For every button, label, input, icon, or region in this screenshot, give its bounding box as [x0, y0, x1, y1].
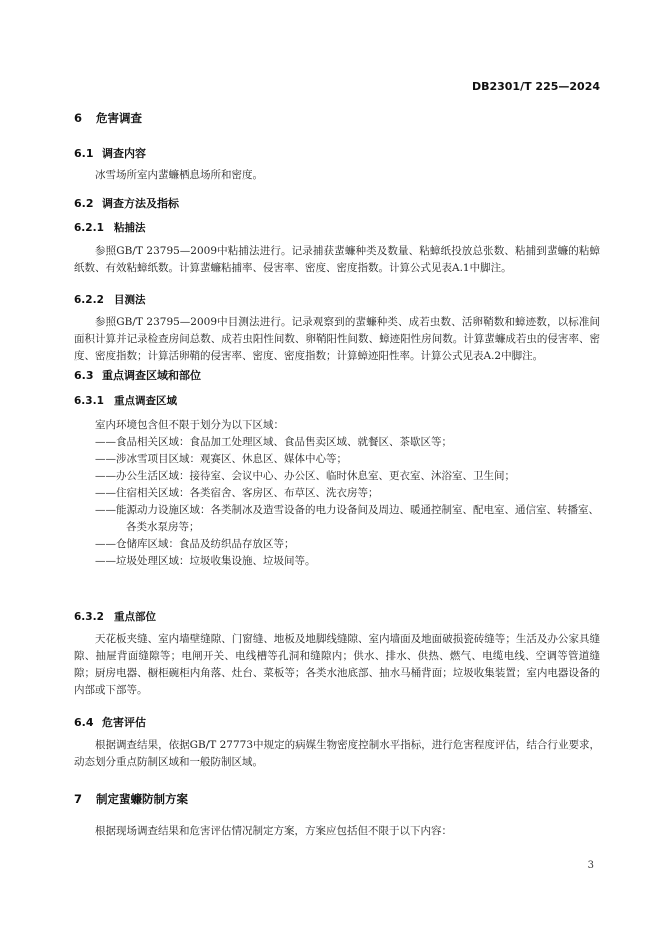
- section-title: 重点部位: [114, 611, 156, 623]
- list-item: ——办公生活区域：接待室、会议中心、办公区、临时休息室、更衣室、沐浴室、卫生间；: [95, 470, 515, 482]
- section-number: 6.1: [74, 147, 94, 160]
- section-title: 危害调查: [96, 111, 142, 125]
- section-title: 重点调查区域: [114, 395, 177, 407]
- section-number: 7: [74, 792, 83, 806]
- section-6-4-heading: [74, 714, 146, 730]
- section-6-3-heading: [74, 367, 201, 383]
- section-number: 6.3.1: [74, 395, 104, 407]
- section-6-3-2-heading: [74, 609, 156, 624]
- list-item: ——能源动力设施区域：各类制冰及造雪设备的电力设备间及周边、暖通控制室、配电室、通信室、转播室、各类水泵房等；: [95, 504, 599, 533]
- section-number: 6.3.2: [74, 611, 104, 623]
- section-6-heading: [74, 110, 142, 126]
- section-6-3-1-heading: [74, 393, 177, 408]
- section-title: 调查内容: [102, 147, 146, 160]
- page-number: 3: [587, 860, 594, 871]
- paragraph-6-4: 根据调查结果，依据GB/T 27773中规定的病媒生物密度控制水平指标，进行危害程度评估，结合行业要求，动态划分重点防制区域和一般防制区域。: [74, 739, 600, 768]
- paragraph-6-3-2: 天花板夹缝、室内墙壁缝隙、门窗缝、地板及地脚线缝隙、室内墙面及地面破损瓷砖缝等；生活及办公家具缝隙、抽屉背面缝隙等；电闸开关、电线槽等孔洞和缝隙内；供水、排水、供热、燃气、电缆电线、空调等管道缝隙；厨房电器、橱柜碗柜内角落、灶台、菜板等；各类水池底部、抽水马桶背面；垃圾收集装置；室内电器设备的内部或下部等。: [74, 633, 600, 696]
- list-item: ——住宿相关区域：各类宿舍、客房区、布草区、洗衣房等；: [95, 487, 379, 499]
- section-number: 6.3: [74, 369, 94, 382]
- section-6-2-heading: [74, 195, 179, 211]
- section-7-heading: [74, 791, 188, 807]
- paragraph-7: 根据现场调查结果和危害评估情况制定方案，方案应包括但不限于以下内容：: [95, 825, 452, 837]
- list-item: ——仓储库区域：食品及纺织品存放区等；: [95, 538, 295, 550]
- section-6-2-1-heading: [74, 220, 146, 235]
- section-number: 6.4: [74, 716, 94, 729]
- section-title: 调查方法及指标: [102, 197, 179, 210]
- list-item: ——食品相关区域：食品加工处理区域、食品售卖区域、就餐区、茶歇区等；: [95, 436, 452, 448]
- section-number: 6: [74, 111, 83, 125]
- paragraph-6-2-1: 参照GB/T 23795—2009中粘捕法进行。记录捕获蜚蠊种类及数量、粘蟑纸投放总张数、粘捕到蜚蠊的粘蟑纸数、有效粘蟑纸数。计算蜚蠊粘捕率、侵害率、密度、密度指数。计算公式见表A.1中脚注。: [74, 245, 600, 274]
- section-title: 危害评估: [102, 716, 146, 729]
- section-title: 制定蜚蠊防制方案: [96, 792, 188, 806]
- section-title: 粘捕法: [114, 222, 146, 234]
- document-id: DB2301/T 225—2024: [471, 80, 600, 93]
- region-list: [74, 417, 600, 570]
- section-title: 目测法: [114, 294, 146, 306]
- section-title: 重点调查区域和部位: [102, 369, 201, 382]
- section-number: 6.2.2: [74, 294, 104, 306]
- list-intro: 室内环境包含但不限于划分为以下区域：: [95, 419, 284, 431]
- section-number: 6.2: [74, 197, 94, 210]
- section-6-1-heading: [74, 145, 146, 161]
- section-number: 6.2.1: [74, 222, 104, 234]
- paragraph-6-2-2: 参照GB/T 23795—2009中目测法进行。记录观察到的蜚蠊种类、成若虫数、活卵鞘数和蟑迹数，以标准间面积计算并记录检查房间总数、成若虫阳性间数、卵鞘阳性间数、蟑迹阳性房间数。计算蜚蠊成若虫的侵害率、密度、密度指数；计算活卵鞘的侵害率、密度、密度指数；计算蟑迹阳性率。计算公式见表A.2中脚注。: [74, 316, 600, 362]
- paragraph-6-1: 冰雪场所室内蜚蠊栖息场所和密度。: [95, 169, 263, 181]
- section-6-2-2-heading: [74, 292, 146, 307]
- list-item: ——涉冰雪项目区域：观赛区、休息区、媒体中心等；: [95, 453, 347, 465]
- list-item: ——垃圾处理区域：垃圾收集设施、垃圾间等。: [95, 555, 316, 567]
